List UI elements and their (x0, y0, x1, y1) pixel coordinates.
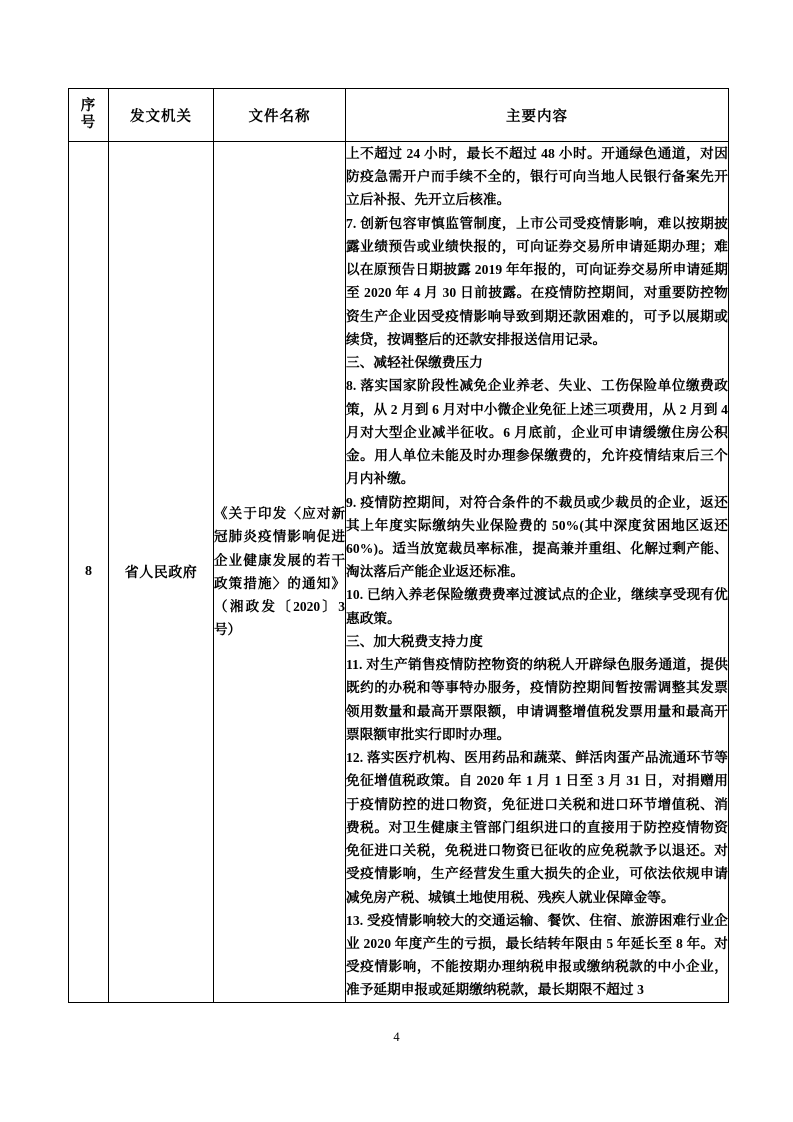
content-paragraph: 9. 疫情防控期间，对符合条件的不裁员或少裁员的企业，返还其上年度实际缴纳失业保险费的 50%(其中深度贫困地区返还 60%)。适当放宽裁员率标准，提高兼并重组、化解过剩产能、淘汰落后产能企业返还标准。 (346, 494, 728, 580)
content-paragraph: 三、减轻社保缴费压力 (346, 355, 483, 371)
column-header-sequence-line2: 号 (80, 115, 97, 131)
column-header-organization: 发文机关 (109, 89, 214, 142)
cell-filename: 《关于印发〈应对新冠肺炎疫情影响促进企业健康发展的若干政策措施〉的通知》（湘政发〔2020〕3 号） (214, 142, 346, 1003)
table-header (69, 89, 729, 142)
column-header-filename: 文件名称 (214, 89, 346, 142)
content-paragraph: 12. 落实医疗机构、医用药品和蔬菜、鲜活肉蛋产品流通环节等免征增值税政策。自 2020 年 1 月 1 日至 3 月 31 日，对捐赠用于疫情防控的进口物资，免征进口关税和进口环节增值税、消费税。对卫生健康主管部门组织进口的直接用于防控疫情物资免征进口关税，免税进口物资已征收的应免税款予以退还。对受疫情影响，生产经营发生重大损失的企业，可依法依规申请减免房产税、城镇土地使用税、残疾人就业保障金等。 (346, 750, 728, 905)
content-paragraph: 8. 落实国家阶段性减免企业养老、失业、工伤保险单位缴费政策，从 2 月到 6 月对中小微企业免征上述三项费用，从 2 月到 4 月对大型企业减半征收。6 月底前，企业可申请缓缴住房公积金。用人单位未能及时办理参保缴费的，允许疫情结束后三个月内补缴。 (346, 378, 728, 487)
content-paragraph: 13. 受疫情影响较大的交通运输、餐饮、住宿、旅游困难行业企业 2020 年度产生的亏损，最长结转年限由 5 年延长至 8 年。对受疫情影响，不能按期办理纳税申报或缴纳税款的中小企业，准予延期申报或延期缴纳税款，最长期限不超过 3 (346, 912, 728, 998)
content-paragraph: 11. 对生产销售疫情防控物资的纳税人开辟绿色服务通道，提供既约的办税和等事特办服务，疫情防控期间暂按需调整其发票领用数量和最高开票限额，申请调整增值税发票用量和最高开票限额审批实行即时办理。 (346, 657, 728, 742)
content-paragraph: 三、加大税费支持力度 (346, 633, 483, 649)
table-header-row (69, 89, 729, 142)
table-row (69, 142, 729, 1003)
table-container (68, 88, 728, 1003)
column-header-sequence (69, 89, 109, 142)
table-body (69, 142, 729, 1003)
cell-sequence: 8 (69, 142, 109, 1003)
cell-organization: 省人民政府 (109, 142, 214, 1003)
cell-maincontent (346, 142, 729, 1003)
content-paragraph: 上不超过 24 小时，最长不超过 48 小时。开通绿色通道，对因防疫急需开户而手续不全的，银行可向当地人民银行备案先开立后补报、先开立后核准。 (346, 146, 728, 208)
page-number: 4 (393, 1030, 400, 1044)
content-paragraph: 10. 已纳入养老保险缴费费率过渡试点的企业，继续享受现有优惠政策。 (346, 587, 728, 626)
policy-table (68, 88, 729, 1003)
column-header-maincontent: 主要内容 (346, 89, 729, 142)
content-paragraph: 7. 创新包容审慎监管制度，上市公司受疫情影响，难以按期披露业绩预告或业绩快报的，可向证券交易所申请延期办理；难以在原预告日期披露 2019 年年报的，可向证券交易所申请延期至 2020 年 4 月 30 日前披露。在疫情防控期间，对重要防控物资生产企业因受疫情影响导致到期还款困难的，可予以展期或续贷，按调整后的还款安排报送信用记录。 (346, 215, 728, 347)
column-header-sequence-line1: 序 (80, 98, 97, 115)
